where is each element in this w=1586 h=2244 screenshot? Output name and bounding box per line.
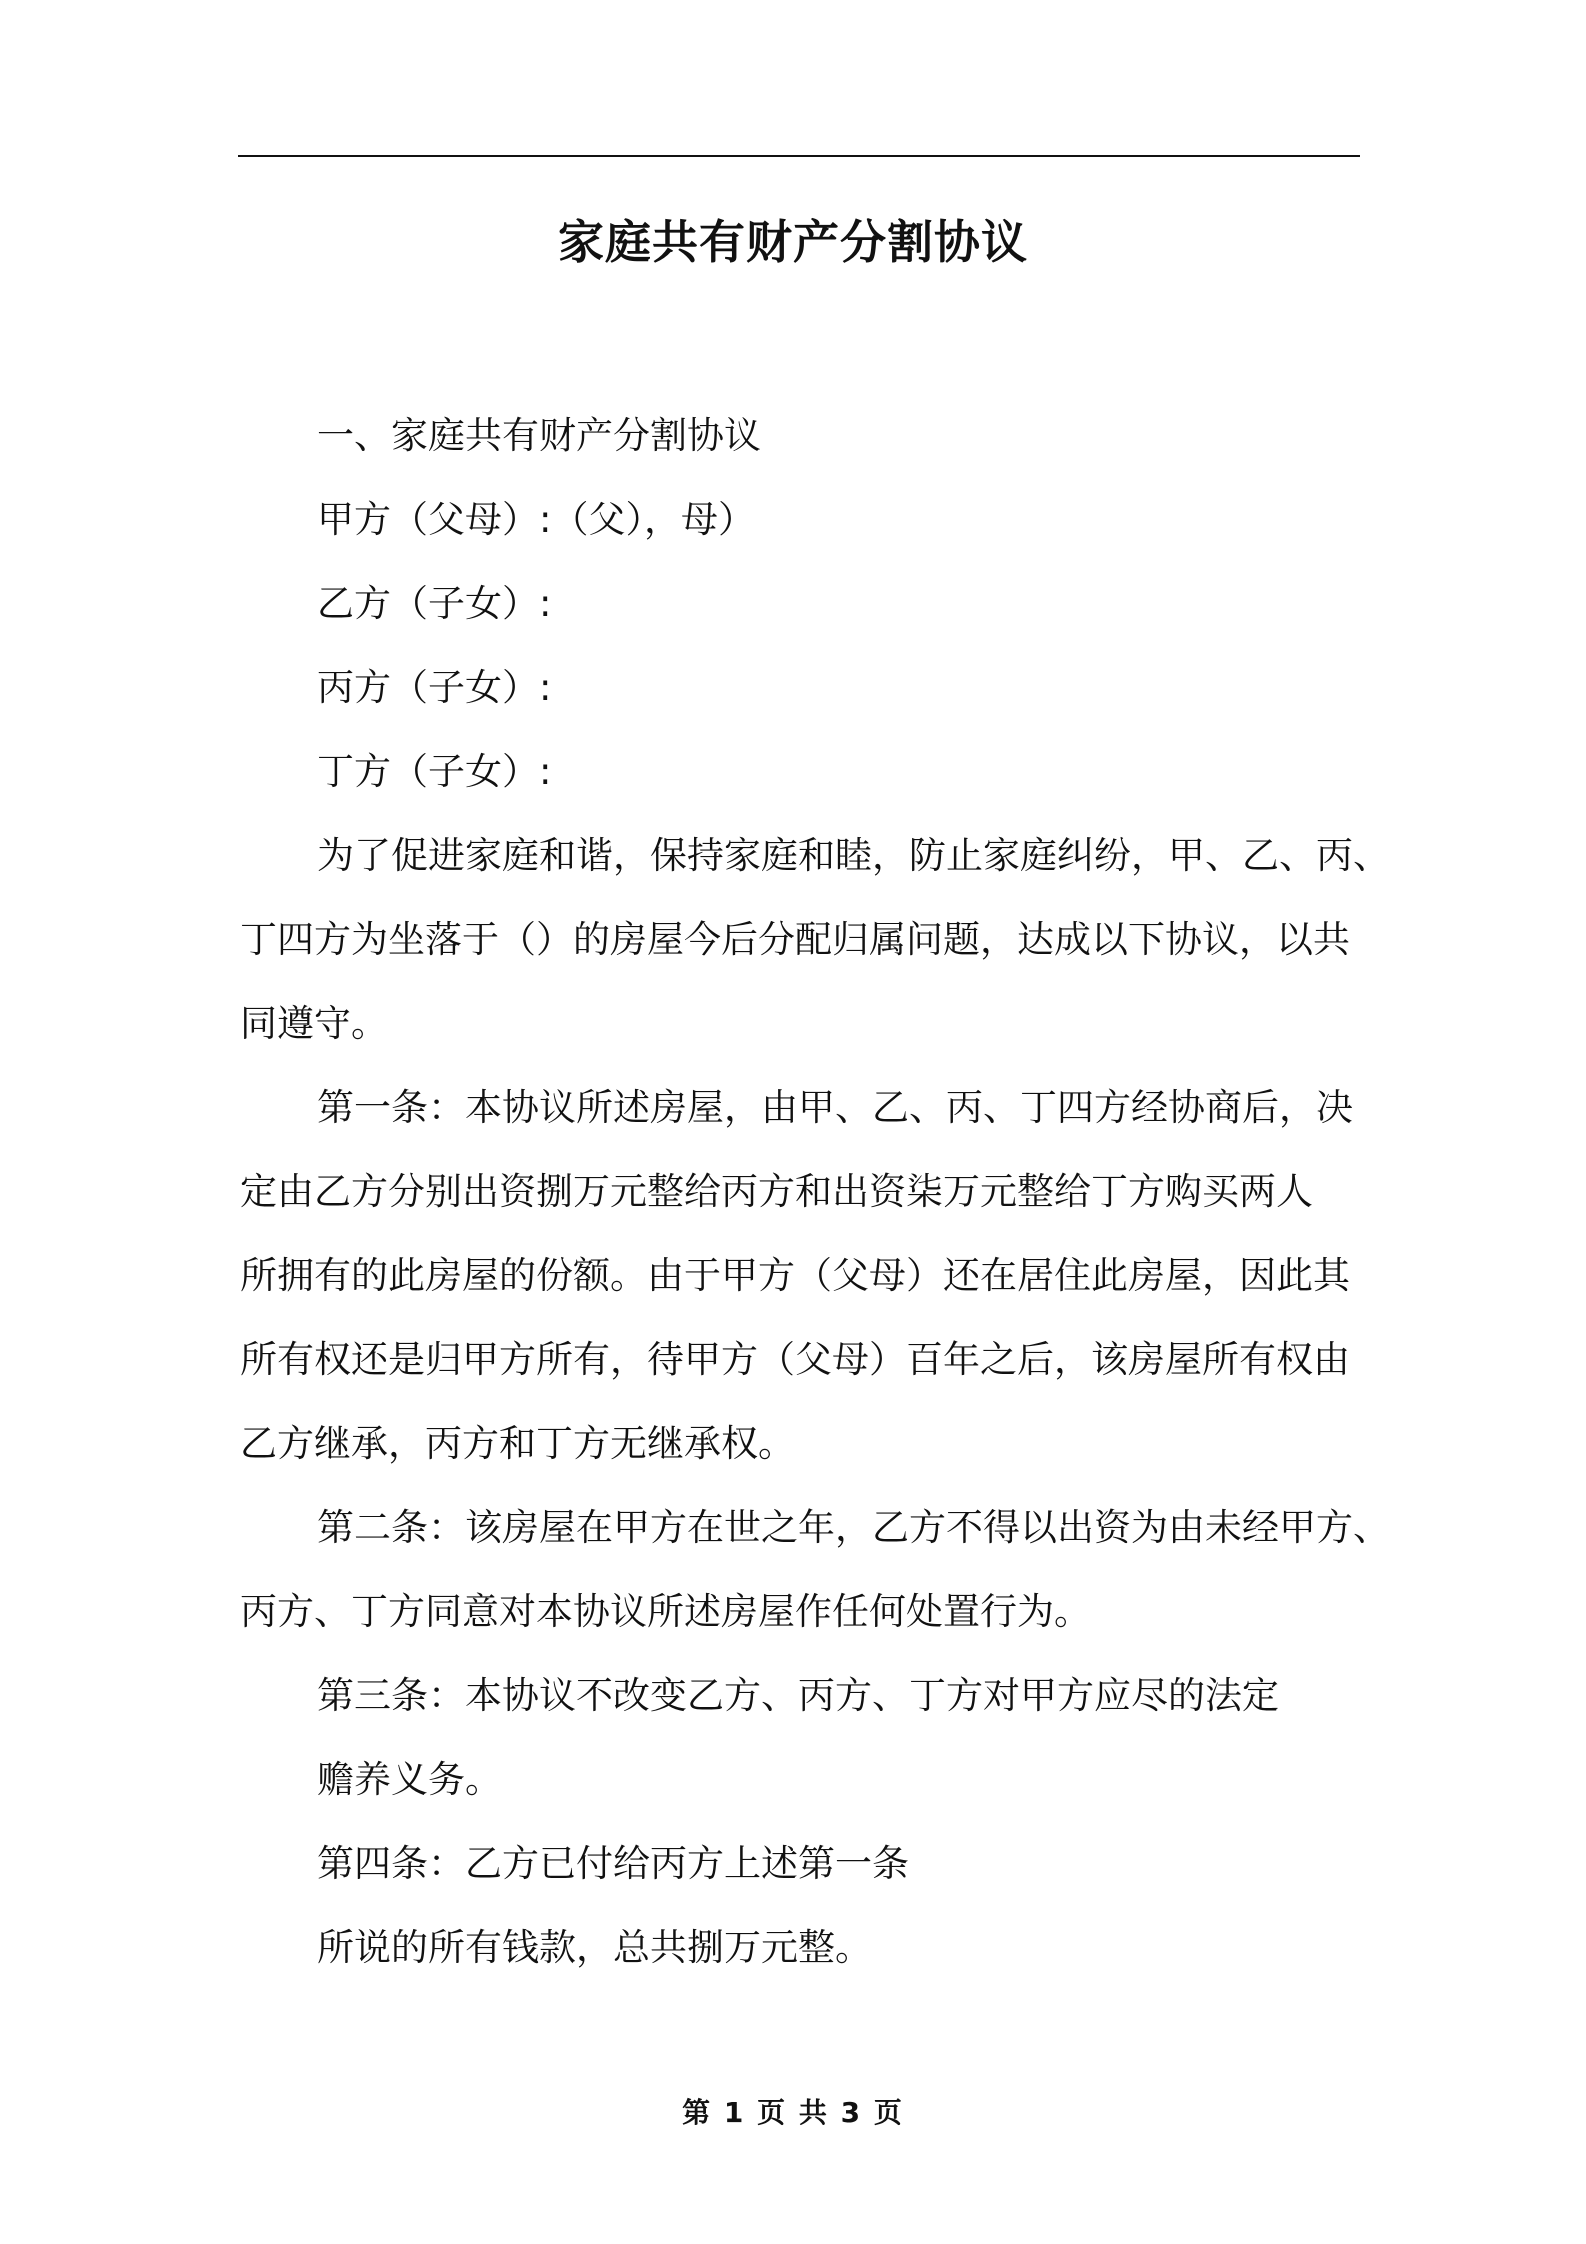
article-1-line-4: 所有权还是归甲方所有，待甲方（父母）百年之后，该房屋所有权由 [240,1338,1350,1381]
page-number: 第 1 页 共 3 页 [682,2096,904,2129]
party-a-line: 甲方（父母）:（父），母） [317,498,755,541]
article-3-line-1: 第三条：本协议不改变乙方、丙方、丁方对甲方应尽的法定 [317,1674,1279,1717]
article-4-line-1: 第四条：乙方已付给丙方上述第一条 [317,1842,909,1885]
section-heading: 一、家庭共有财产分割协议 [317,414,761,457]
preamble-line-3: 同遵守。 [240,1002,388,1045]
article-3-line-2: 赡养义务。 [317,1758,502,1801]
article-1-line-2: 定由乙方分别出资捌万元整给丙方和出资柒万元整给丁方购买两人 [240,1170,1313,1213]
article-1-line-5: 乙方继承，丙方和丁方无继承权。 [240,1422,795,1465]
article-4-line-2: 所说的所有钱款，总共捌万元整。 [317,1926,872,1969]
party-c-line: 丙方（子女）: [317,666,552,709]
party-d-line: 丁方（子女）: [317,750,552,793]
header-rule [238,155,1360,157]
document-title: 家庭共有财产分割协议 [558,215,1028,269]
preamble-line-1: 为了促进家庭和谐，保持家庭和睦，防止家庭纠纷，甲、乙、丙、 [317,834,1390,877]
article-1-line-1: 第一条：本协议所述房屋，由甲、乙、丙、丁四方经协商后，决 [317,1086,1353,1129]
preamble-line-2: 丁四方为坐落于（）的房屋今后分配归属问题，达成以下协议，以共 [240,918,1350,961]
article-2-line-1: 第二条：该房屋在甲方在世之年，乙方不得以出资为由未经甲方、 [317,1506,1390,1549]
article-2-line-2: 丙方、丁方同意对本协议所述房屋作任何处置行为。 [240,1590,1091,1633]
article-1-line-3: 所拥有的此房屋的份额。由于甲方（父母）还在居住此房屋，因此其 [240,1254,1350,1297]
party-b-line: 乙方（子女）: [317,582,552,625]
